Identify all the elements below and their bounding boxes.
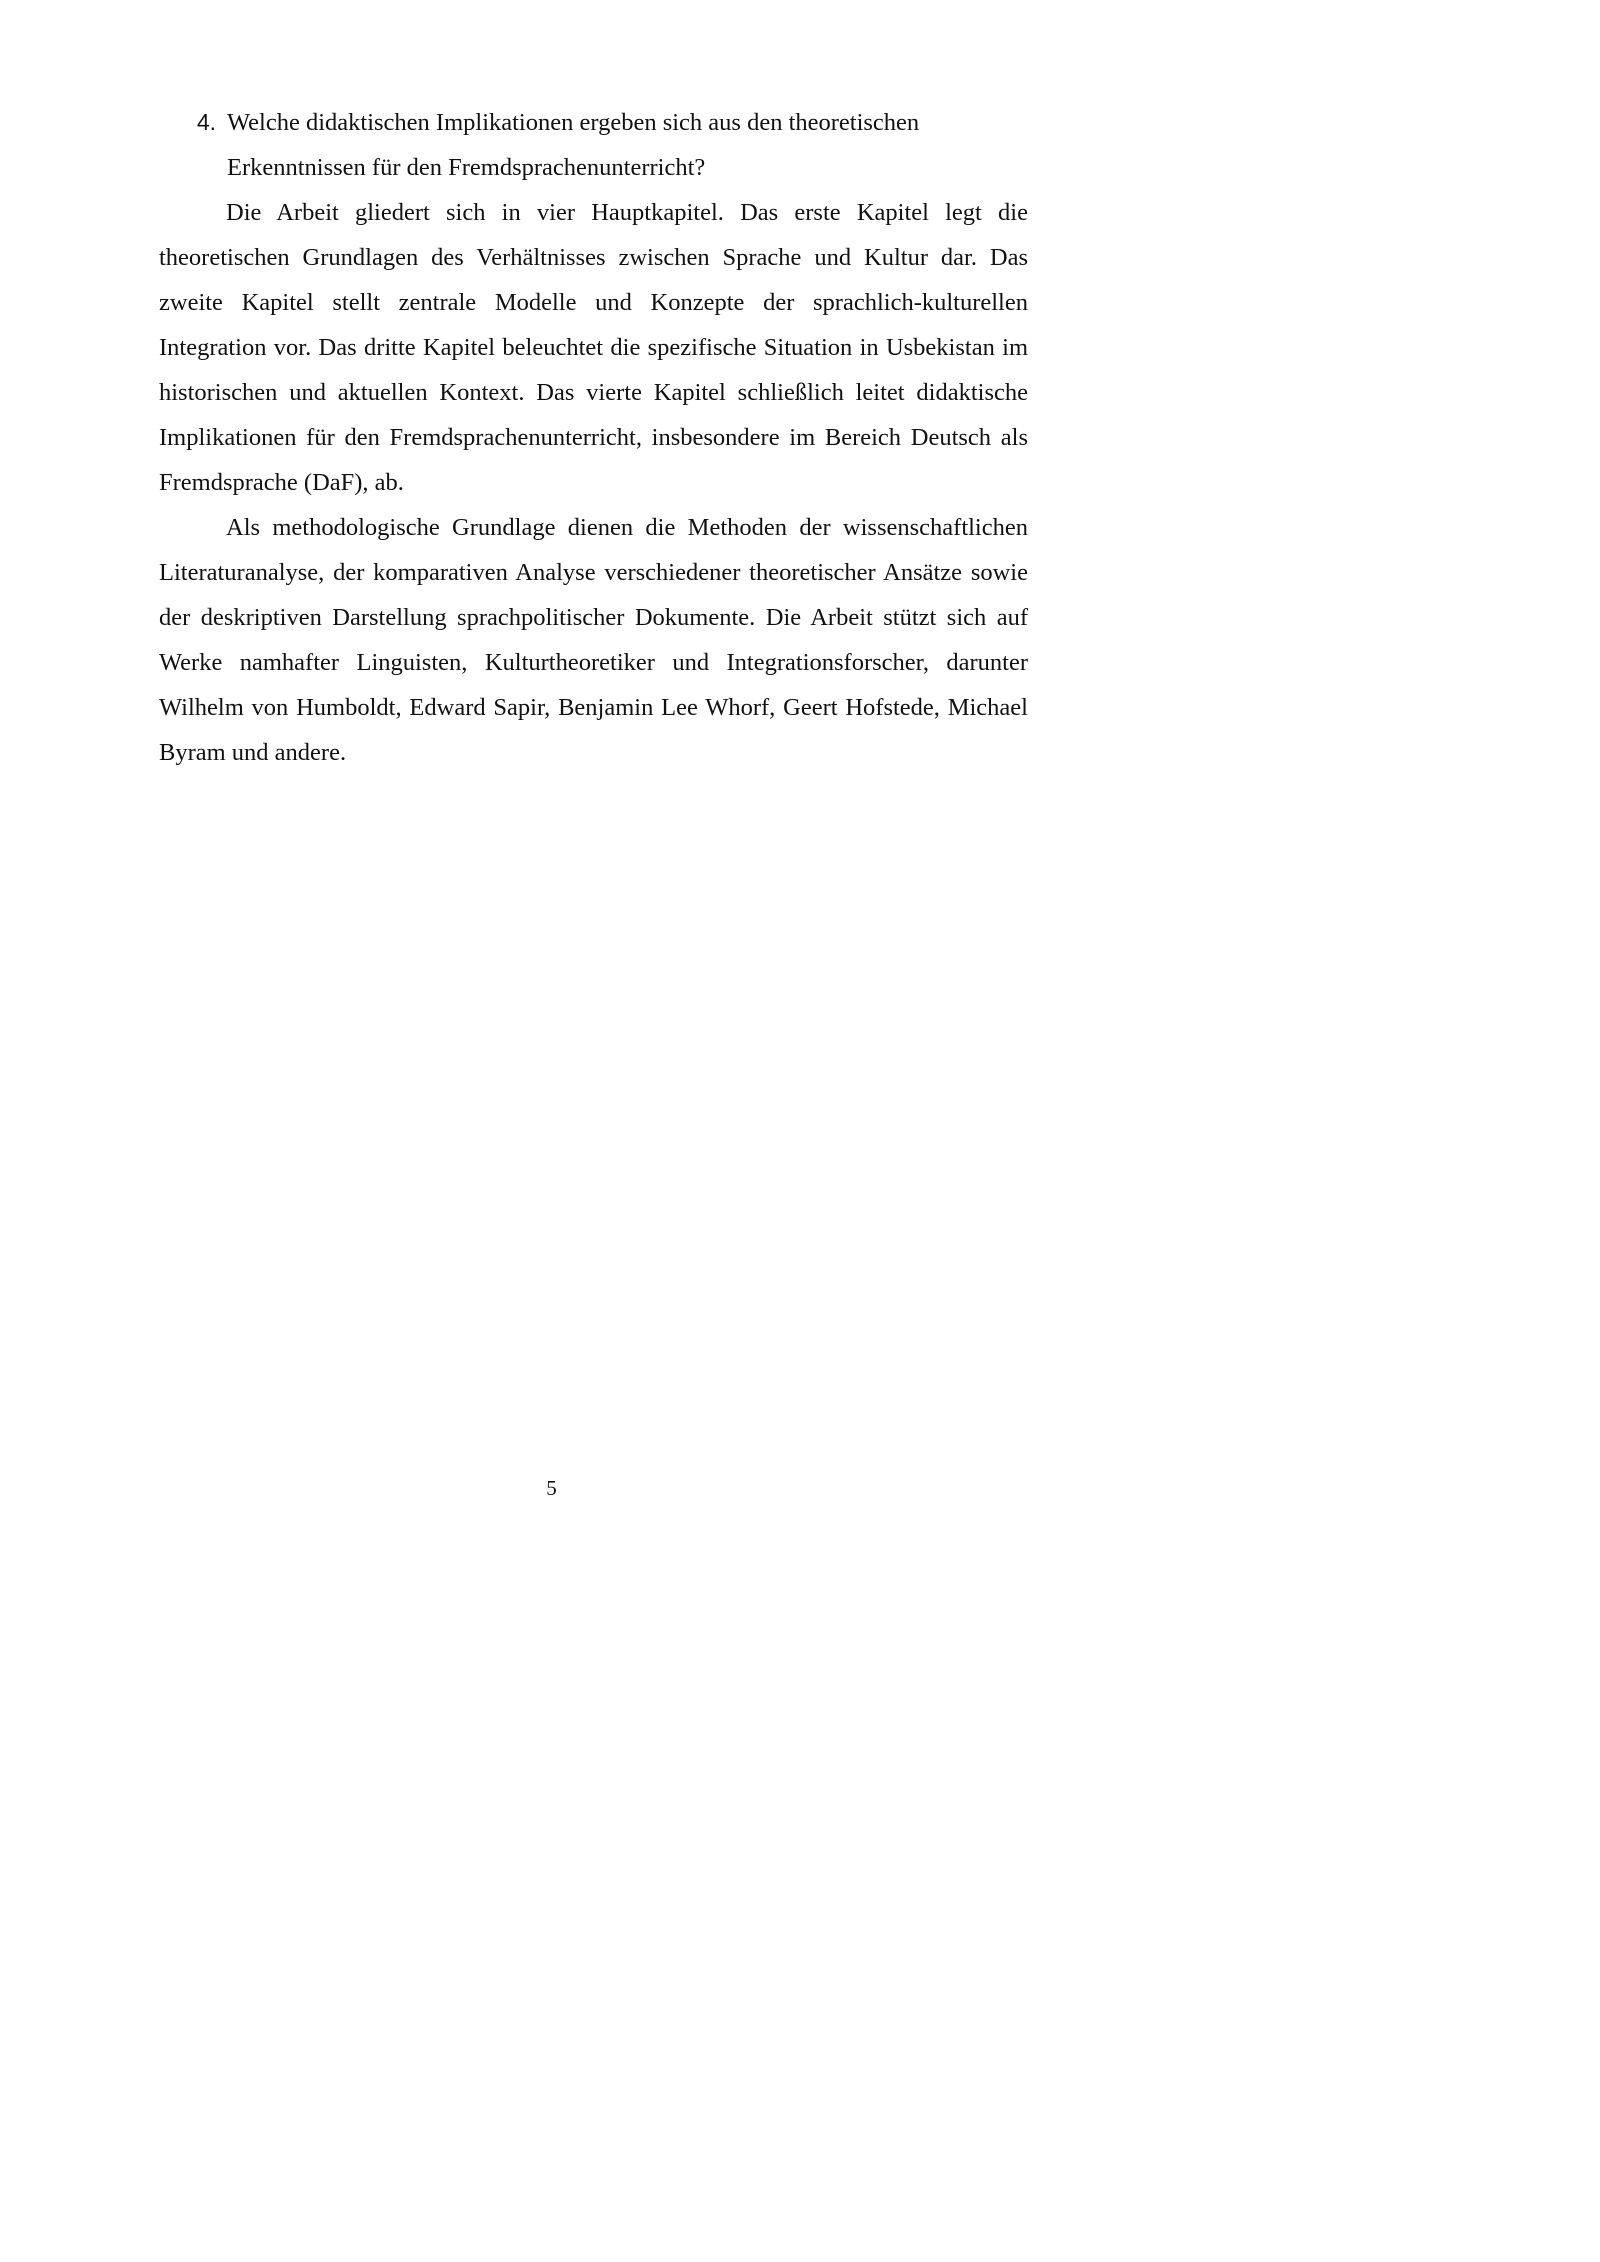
page-number: 5 bbox=[546, 1476, 557, 1500]
document-page bbox=[0, 0, 1103, 1559]
list-number: 4. bbox=[196, 109, 216, 135]
body-text bbox=[159, 100, 1028, 775]
research-question-text: Welche didaktischen Implikationen ergeben sich aus den theoretischen Erkenntnissen für den Fremdsprachenunterricht? bbox=[227, 109, 920, 181]
paragraph-structure: Die Arbeit gliedert sich in vier Hauptkapitel. Das erste Kapitel legt die theoretischen Grundlagen des Verhältnisses zwischen Sprache und Kultur dar. Das zweite Kapitel stellt zentrale Modelle und Konzepte der sprachlich-kulturellen Integration vor. Das dritte Kapitel beleuchtet die spezifische Situation in Usbekistan im historischen und aktuellen Kontext. Das vierte Kapitel schließlich leitet didaktische Implikationen für den Fremdsprachenunterricht, insbesondere im Bereich Deutsch als Fremdsprache (DaF), ab. bbox=[159, 199, 1028, 496]
paragraph-methodology: Als methodologische Grundlage dienen die Methoden der wissenschaftlichen Literaturanalyse, der komparativen Analyse verschiedener theoretischer Ansätze sowie der deskriptiven Darstellung sprachpolitischer Dokumente. Die Arbeit stützt sich auf Werke namhafter Linguisten, Kulturtheoretiker und Integrationsforscher, darunter Wilhelm von Humboldt, Edward Sapir, Benjamin Lee Whorf, Geert Hofstede, Michael Byram und andere. bbox=[159, 514, 1028, 766]
numbered-list-item bbox=[159, 100, 1028, 190]
